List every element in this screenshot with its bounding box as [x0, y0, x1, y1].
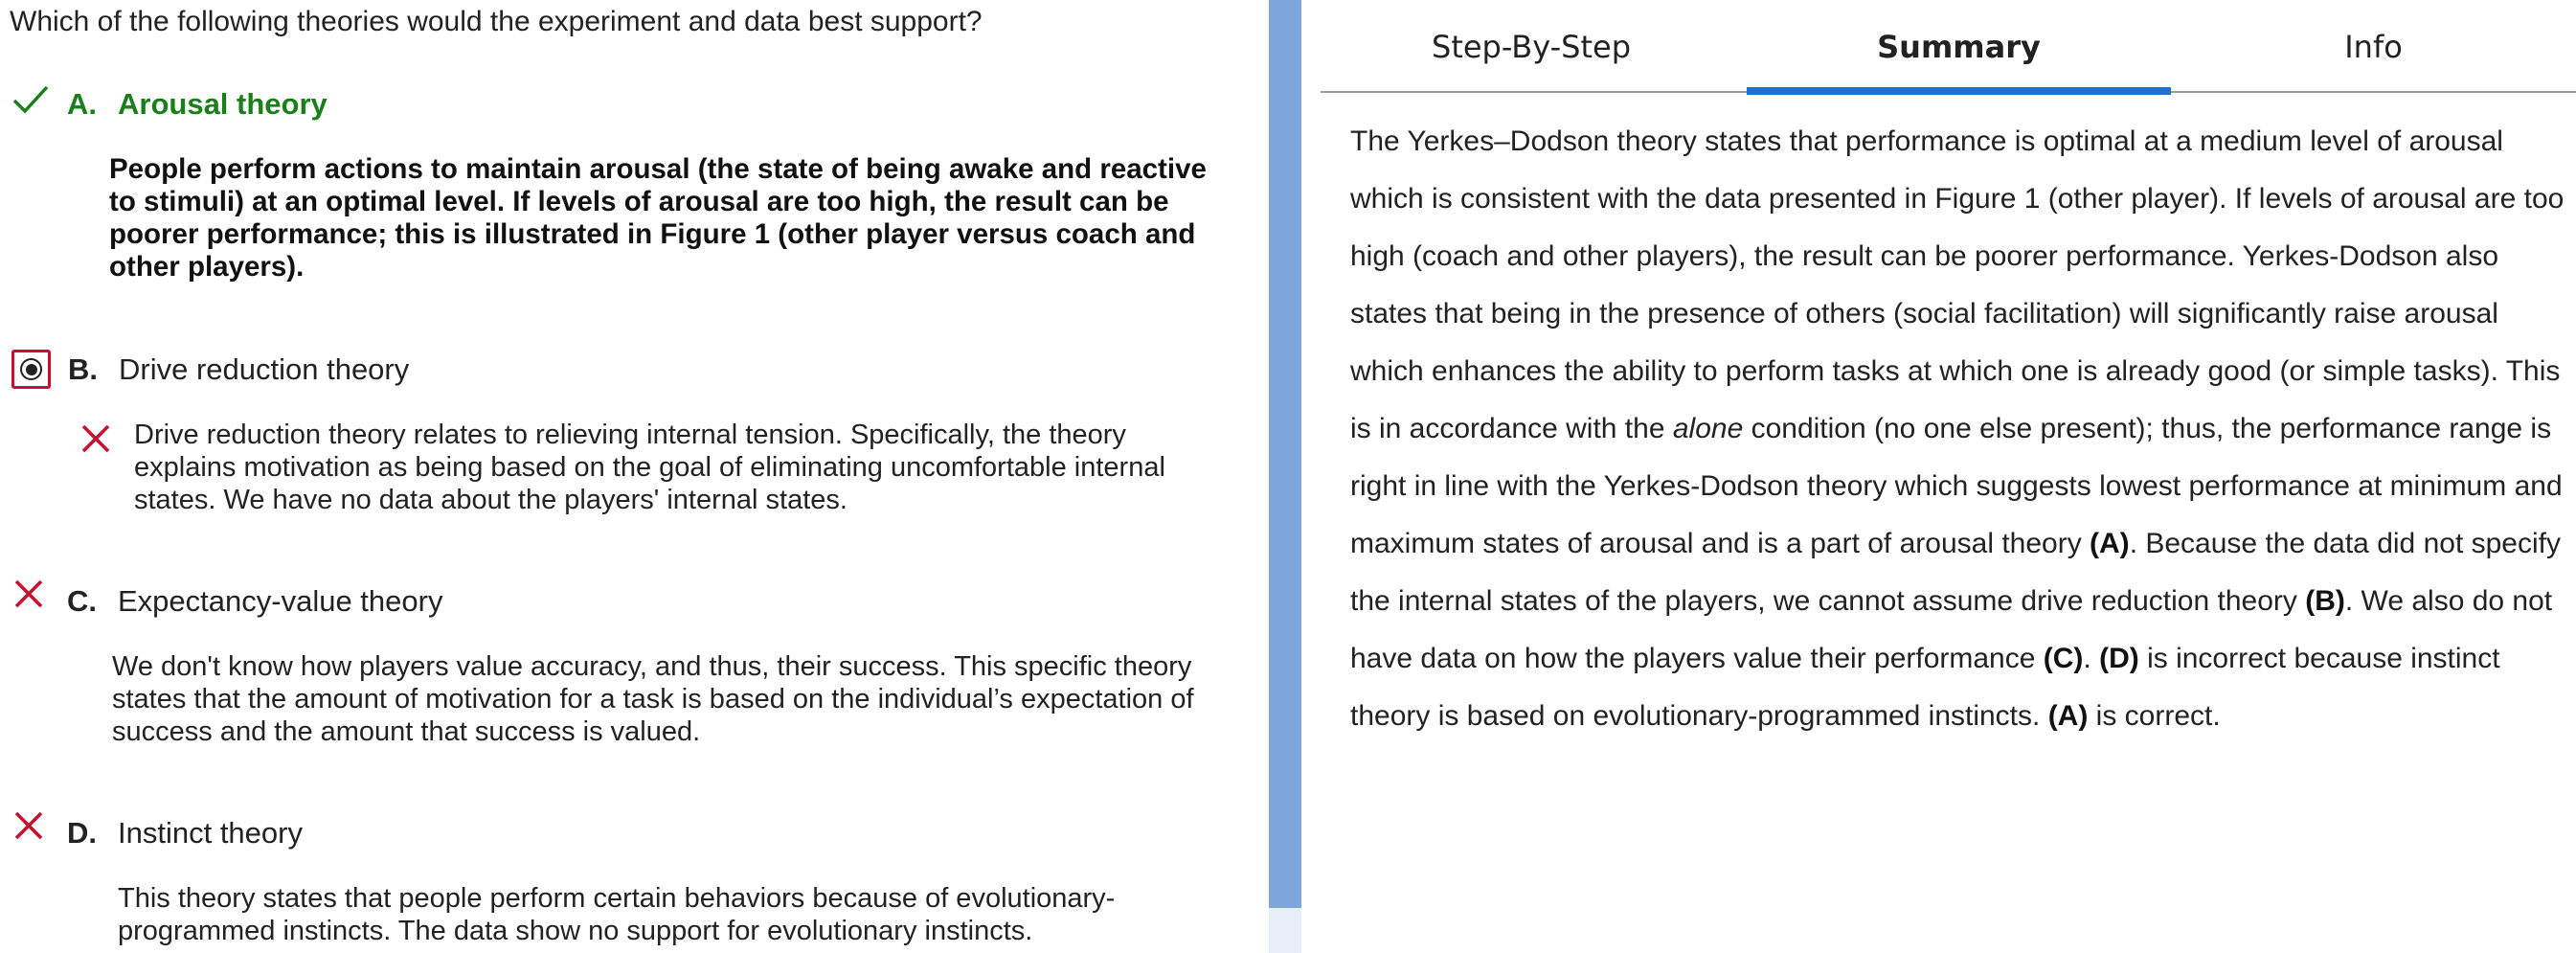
tab-step-by-step[interactable] [1321, 0, 1742, 93]
x-icon [10, 575, 48, 613]
choice-label: Instinct theory [118, 816, 303, 850]
explanation-line: Drive reduction theory relates to relieving internal tension. Specifically, the theory [134, 420, 1126, 450]
choice-a-explanation [109, 153, 1263, 284]
tab-summary[interactable] [1747, 0, 2171, 93]
summary-segment: is incorrect because instinct theory is based on evolutionary-programmed instincts. [1350, 643, 2500, 732]
summary-answer-ref: (B) [2305, 585, 2345, 617]
explanation-line: states that the amount of motivation for a task is based on the individual’s expectation of [112, 684, 1194, 715]
choice-d-explanation [118, 882, 1262, 947]
panel-splitter[interactable] [1269, 0, 1301, 953]
explanation-panel [1301, 0, 2576, 953]
explanation-line: programmed instincts. The data show no support for evolutionary instincts. [118, 916, 1033, 946]
tab-label: Info [2344, 28, 2403, 65]
summary-answer-ref: (A) [2047, 700, 2089, 732]
summary-answer-ref: (D) [2099, 643, 2139, 674]
selected-radio[interactable] [11, 350, 51, 389]
choice-letter: A. [67, 87, 97, 121]
choice-letter: D. [67, 816, 97, 850]
summary-text [1350, 113, 2571, 745]
explanation-line: states. We have no data about the players' internal states. [134, 485, 847, 515]
tab-info[interactable] [2171, 0, 2576, 93]
explanation-line: other players). [109, 251, 305, 283]
summary-segment: . Because the data did not specify the internal states of the players, we cannot assume drive reduction theory [1350, 528, 2561, 617]
explanation-line: People perform actions to maintain arousal (the state of being awake and reactive [109, 153, 1207, 185]
summary-segment: is correct. [2088, 700, 2221, 732]
summary-segment: condition (no one else present); thus, the performance range is right in line with the Yerkes-Dodson theory which suggests lowest performance at minimum and maximum states of arousal and is a part of arousal theory [1350, 413, 2563, 559]
choice-d[interactable] [67, 809, 303, 857]
x-icon [77, 420, 115, 458]
summary-segment: . We also do not have data on how the players value their performance [1350, 585, 2553, 674]
tab-bar [1321, 0, 2576, 93]
active-tab-indicator [1747, 87, 2171, 95]
choice-a[interactable] [67, 80, 328, 128]
explanation-line: success and the amount that success is valued. [112, 716, 701, 747]
question-text: Which of the following theories would the experiment and data best support? [10, 6, 983, 37]
summary-segment-italic: alone [1672, 413, 1744, 444]
choice-b[interactable] [68, 346, 409, 394]
explanation-line: We don't know how players value accuracy, and thus, their success. This specific theory [112, 651, 1192, 682]
summary-answer-ref: (C) [2043, 643, 2084, 674]
explanation-line: poorer performance; this is illustrated in Figure 1 (other player versus coach and [109, 218, 1196, 250]
explanation-line: to stimuli) at an optimal level. If levels of arousal are too high, the result can be [109, 186, 1169, 217]
choice-b-explanation [134, 419, 1269, 516]
checkmark-icon [11, 80, 50, 119]
tab-label: Step-By-Step [1432, 28, 1631, 65]
explanation-line: This theory states that people perform certain behaviors because of evolutionary- [118, 883, 1116, 914]
summary-answer-ref: (A) [2090, 528, 2130, 559]
choice-letter: B. [68, 352, 98, 386]
choice-c[interactable] [67, 578, 442, 625]
x-icon [10, 806, 48, 845]
summary-segment: The Yerkes–Dodson theory states that performance is optimal at a medium level of arousal which is consistent with the data presented in Figure 1 (other player). If levels of arousal are too high (coach and other players), the result can be poorer performance. Yerkes-Dodson also states that being in the presence of others (social facilitation) will significantly raise arousal which enhances the ability to perform tasks at which one is already good (or simple tasks). This is in accordance with the [1350, 125, 2565, 444]
choice-letter: C. [67, 584, 97, 618]
choice-label: Expectancy-value theory [118, 584, 443, 618]
summary-segment: . [2083, 643, 2100, 674]
explanation-line: explains motivation as being based on the goal of eliminating uncomfortable internal [134, 452, 1165, 483]
choice-label: Drive reduction theory [119, 352, 410, 386]
tab-label: Summary [1877, 28, 2041, 65]
radio-selected-icon [20, 358, 42, 380]
question-panel [0, 0, 1269, 953]
choice-label: Arousal theory [118, 87, 328, 121]
choice-c-explanation [112, 650, 1266, 748]
